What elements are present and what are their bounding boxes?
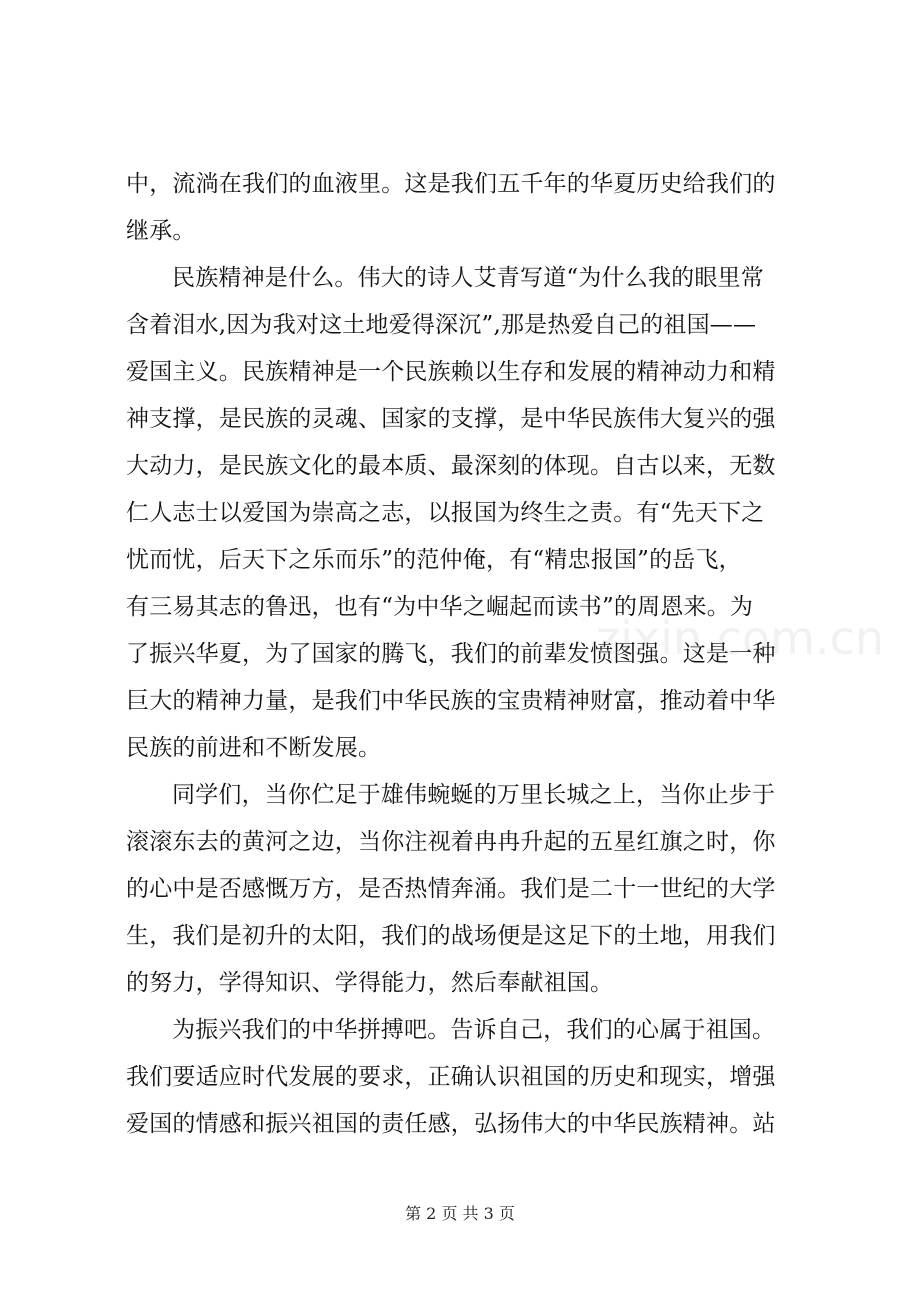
paragraph-start-line: 民族精神是什么。伟大的诗人艾青写道“为什么我的眼里常 (172, 265, 764, 291)
text-line: 爱国的情感和振兴祖国的责任感，弘扬伟大的中华民族精神。站 (126, 1111, 776, 1137)
text-line: 巨大的精神力量，是我们中华民族的宝贵精神财富，推动着中华 (126, 688, 776, 714)
text-line: 的心中是否感慨万方，是否热情奔涌。我们是二十一世纪的大学 (126, 876, 776, 902)
text-line: 继承。 (126, 218, 196, 244)
text-line: 大动力，是民族文化的最本质、最深刻的体现。自古以来，无数 (126, 453, 776, 479)
text-line: 生，我们是初升的太阳，我们的战场便是这足下的土地，用我们 (126, 923, 776, 949)
text-line: 滚滚东去的黄河之边，当你注视着冉冉升起的五星红旗之时，你 (126, 829, 776, 855)
text-line: 忧而忧，后天下之乐而乐”的范仲俺，有“精忠报国”的岳飞， (126, 547, 742, 573)
text-line: 的努力，学得知识、学得能力，然后奉献祖国。 (126, 970, 614, 996)
text-line: 爱国主义。民族精神是一个民族赖以生存和发展的精神动力和精 (126, 359, 776, 385)
text-line: 有三易其志的鲁迅，也有“为中华之崛起而读书”的周恩来。为 (126, 594, 754, 620)
watermark: zixin.com.cn (596, 611, 885, 665)
paragraph-start-line: 同学们，当你伫足于雄伟蜿蜒的万里长城之上，当你止步于 (172, 782, 776, 808)
text-line: 了振兴华夏，为了国家的腾飞，我们的前辈发愤图强。这是一种 (126, 641, 776, 667)
text-line: 仁人志士以爱国为崇高之志，以报国为终生之责。有“先天下之 (126, 500, 765, 526)
text-line: 神支撑，是民族的灵魂、国家的支撑，是中华民族伟大复兴的强 (126, 406, 776, 432)
text-line: 含着泪水,因为我对这土地爱得深沉”,那是热爱自己的祖国—— (126, 312, 757, 338)
paragraph-start-line: 为振兴我们的中华拼搏吧。告诉自己，我们的心属于祖国。 (172, 1017, 776, 1043)
text-line: 我们要适应时代发展的要求，正确认识祖国的历史和现实，增强 (126, 1064, 776, 1090)
text-line: 民族的前进和不断发展。 (126, 735, 382, 761)
text-line: 中，流淌在我们的血液里。这是我们五千年的华夏历史给我们的 (126, 171, 776, 197)
page-footer: 第 2 页 共 3 页 (405, 1204, 515, 1223)
